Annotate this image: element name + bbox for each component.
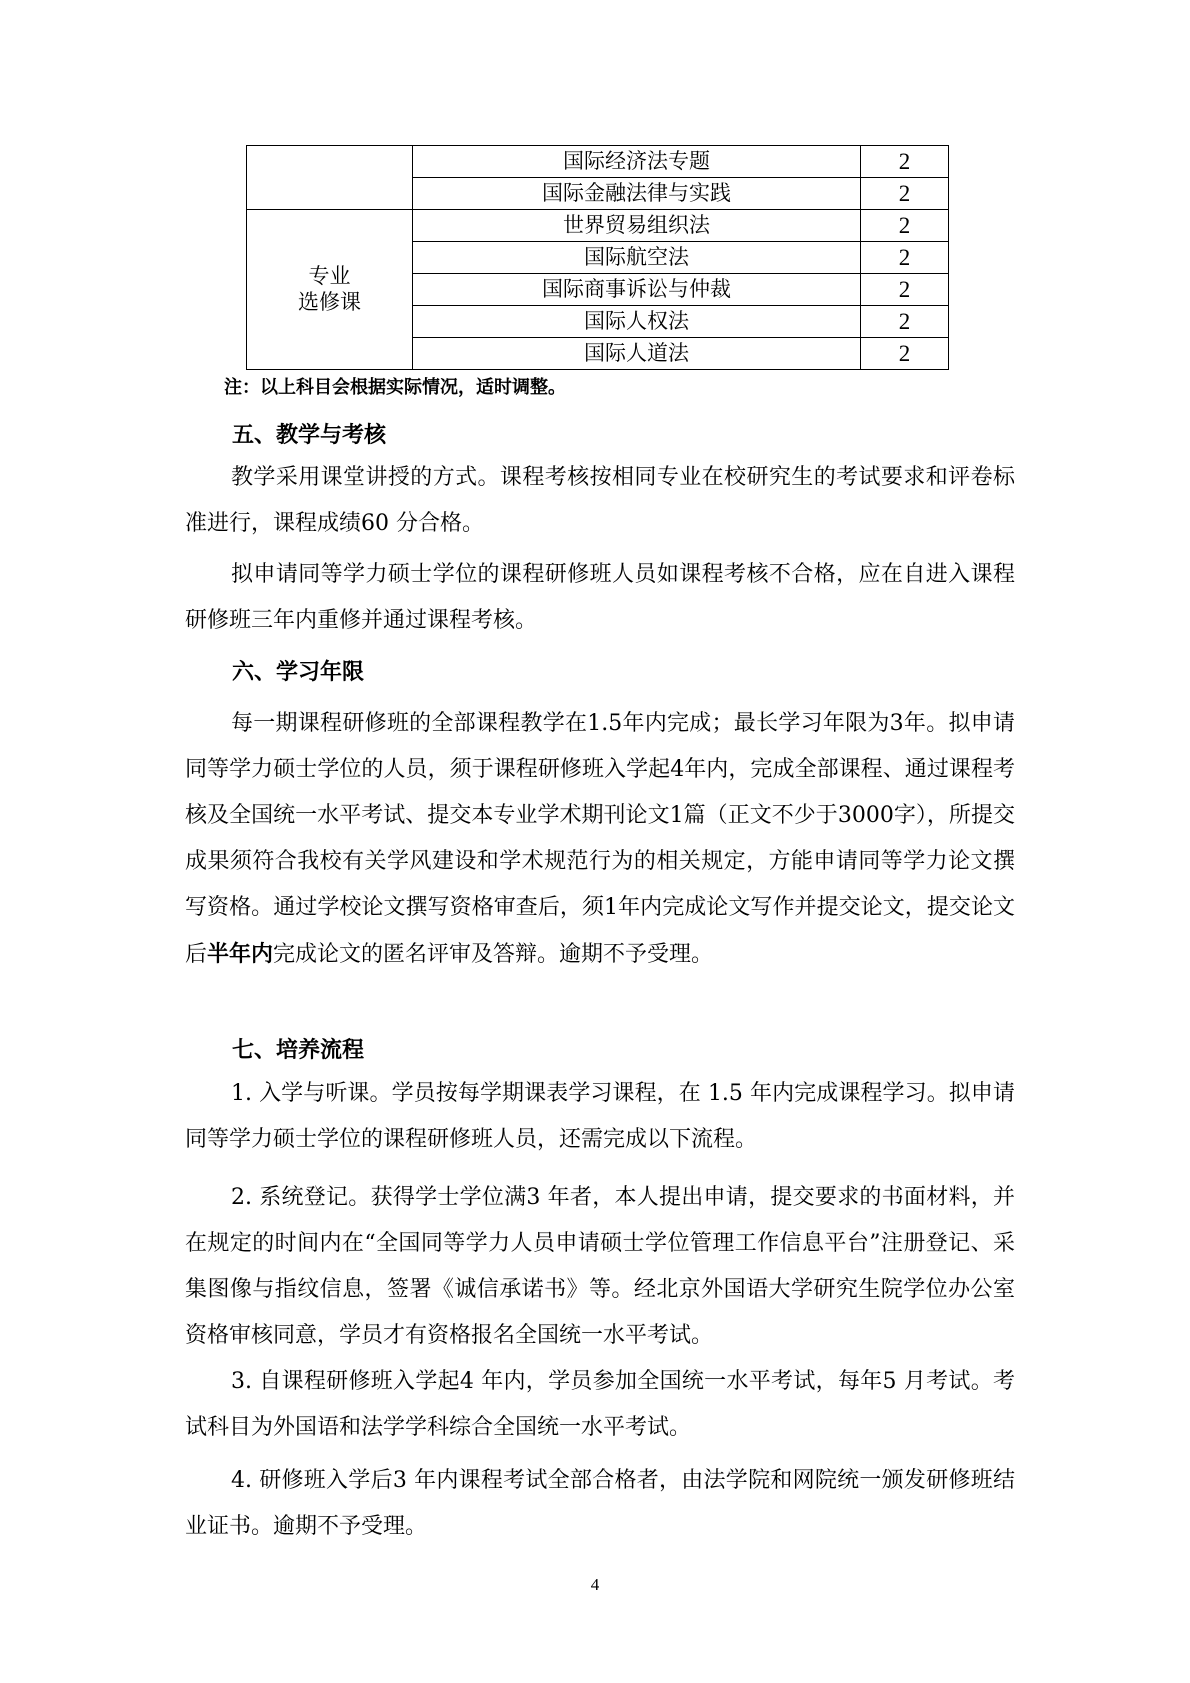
course-credit: 2 xyxy=(861,210,949,242)
section7-item-4: 4. 研修班入学后3 年内课程考试全部合格者，由法学院和网院统一颁发研修班结业证书。逾期不予受理。 xyxy=(185,1468,1015,1539)
section7-item-3: 3. 自课程研修班入学起4 年内，学员参加全国统一水平考试，每年5 月考试。考试科目为外国语和法学学科综合全国统一水平考试。 xyxy=(185,1369,1015,1440)
course-name: 国际人权法 xyxy=(413,306,861,338)
category-label-line1: 专业 xyxy=(308,264,351,289)
course-name: 国际商事诉讼与仲裁 xyxy=(413,274,861,306)
page-number: 4 xyxy=(590,1575,600,1594)
course-credit: 2 xyxy=(861,274,949,306)
table-row xyxy=(247,210,949,242)
course-name: 国际航空法 xyxy=(413,242,861,274)
section5-paragraph-1: 教学采用课堂讲授的方式。课程考核按相同专业在校研究生的考试要求和评卷标准进行，课程成绩60 分合格。 xyxy=(185,465,1015,536)
course-name: 国际人道法 xyxy=(413,338,861,370)
section7-item-2: 2. 系统登记。获得学士学位满3 年者，本人提出申请，提交要求的书面材料，并在规定的时间内在“全国同等学力人员申请硕士学位管理工作信息平台”注册登记、采集图像与指纹信息，签署《诚信承诺书》等。经北京外国语大学研究生院学位办公室资格审核同意，学员才有资格报名全国统一水平考试。 xyxy=(185,1185,1015,1348)
section6-heading: 六、学习年限 xyxy=(232,659,365,685)
section6-bold-text: 半年内 xyxy=(207,941,274,967)
course-credit: 2 xyxy=(861,178,949,210)
course-credit: 2 xyxy=(861,338,949,370)
category-label-line2: 选修课 xyxy=(298,289,361,314)
section6-paragraph-1 xyxy=(185,701,1015,978)
section7-item-1: 1. 入学与听课。学员按每学期课表学习课程，在 1.5 年内完成课程学习。拟申请同等学力硕士学位的课程研修班人员，还需完成以下流程。 xyxy=(185,1081,1015,1152)
course-table xyxy=(246,145,949,370)
course-credit: 2 xyxy=(861,306,949,338)
table-row xyxy=(247,146,949,178)
course-credit: 2 xyxy=(861,146,949,178)
section6-text-part2: 完成论文的匿名评审及答辩。逾期不予受理。 xyxy=(273,942,714,967)
course-name: 国际经济法专题 xyxy=(413,146,861,178)
category-cell-blank xyxy=(247,146,413,210)
section5-heading: 五、教学与考核 xyxy=(232,422,387,448)
course-name: 世界贸易组织法 xyxy=(413,210,861,242)
category-cell-elective xyxy=(247,210,413,370)
section5-paragraph-2: 拟申请同等学力硕士学位的课程研修班人员如课程考核不合格，应在自进入课程研修班三年内重修并通过课程考核。 xyxy=(185,562,1015,633)
section6-text-part1: 每一期课程研修班的全部课程教学在1.5年内完成；最长学习年限为3年。拟申请同等学力硕士学位的人员，须于课程研修班入学起4年内，完成全部课程、通过课程考核及全国统一水平考试、提交本专业学术期刊论文1篇（正文不少于3000字），所提交成果须符合我校有关学风建设和学术规范行为的相关规定，方能申请同等学力论文撰写资格。通过学校论文撰写资格审查后，须1年内完成论文写作并提交论文，提交论文后 xyxy=(185,711,1015,967)
table-note: 注：以上科目会根据实际情况，适时调整。 xyxy=(224,377,566,398)
section7-heading: 七、培养流程 xyxy=(232,1037,365,1063)
course-credit: 2 xyxy=(861,242,949,274)
course-name: 国际金融法律与实践 xyxy=(413,178,861,210)
